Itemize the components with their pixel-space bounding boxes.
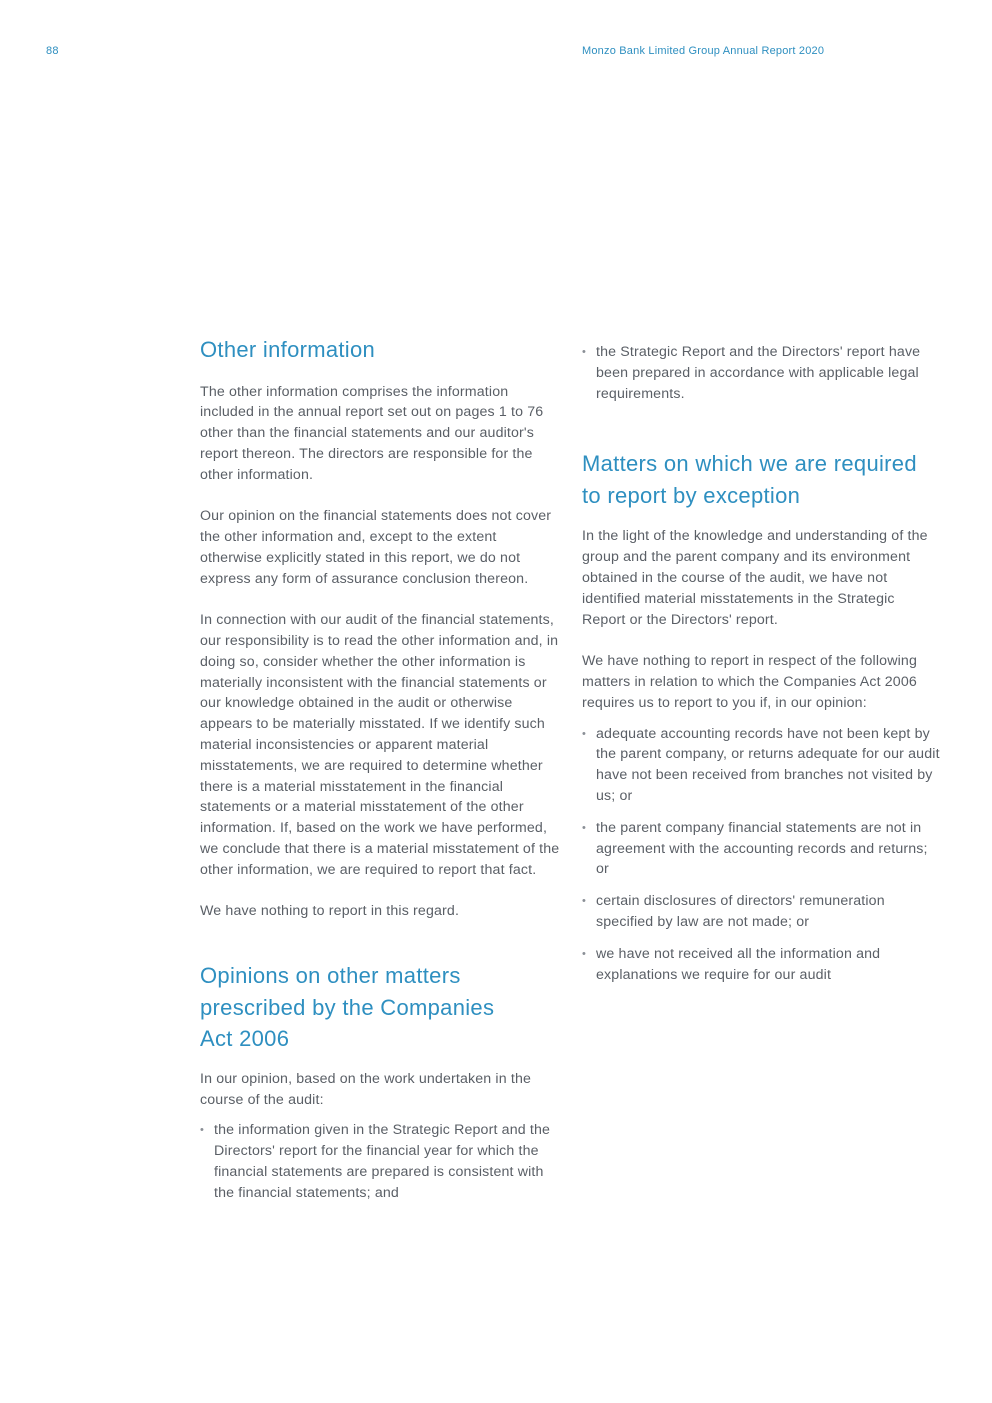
opinions-heading: Opinions on other matters prescribed by the Companies Act 2006 [200, 963, 495, 1052]
list-item-text: the parent company financial statements are not in agreement with the accounting records and returns; or [596, 819, 928, 878]
list-item-text: we have not received all the information and explanations we require for our audit [596, 945, 881, 983]
report-by-exception-paragraph: We have nothing to report in respect of the following matters in relation to which the Companies Act 2006 requires us to report to you if, in our opinion: [582, 653, 917, 711]
list-item [200, 1120, 562, 1203]
bullet-icon: • [582, 346, 587, 358]
other-information-paragraph: Our opinion on the financial statements does not cover the other information and, except to the extent otherwise explicitly stated in this report, we do not express any form of assurance conclusion thereon. [200, 508, 552, 587]
list-item-text: adequate accounting records have not been kept by the parent company, or returns adequate for our audit have not been received from branches not visited by us; or [596, 725, 940, 804]
list-item [582, 944, 940, 986]
left-column [200, 334, 562, 1204]
opinions-bullet-list [200, 1120, 562, 1203]
right-column [582, 342, 940, 985]
other-information-paragraph: We have nothing to report in this regard. [200, 903, 460, 920]
bullet-icon: • [200, 1124, 205, 1137]
opinions-section [200, 960, 562, 1203]
bullet-icon: • [582, 895, 587, 908]
list-item-text: the information given in the Strategic Report and the Directors' report for the financial year for which the financial statements are prepared is consistent with the financial statements; and [214, 1122, 551, 1201]
list-item-text: the Strategic Report and the Directors' report have been prepared in accordance with applicable legal requirements. [596, 344, 921, 402]
other-information-paragraph: The other information comprises the information included in the annual report set out on pages 1 to 76 other than the financial statements and our auditor's report thereon. The directors are responsible for the other information. [200, 383, 544, 483]
other-information-paragraph: In connection with our audit of the financial statements, our responsibility is to read the other information and, in doing so, consider whether the other information is materially inconsistent with the financial statements or our knowledge obtained in the audit or otherwise appears to be materially misstated. If we identify such material inconsistencies or apparent material misstatements, we are required to determine whether there is a material misstatement in the financial statements or a material misstatement of the other information. If, based on the work we have performed, we conclude that there is a material misstatement of the other information, we are required to report that fact. [200, 612, 560, 878]
list-item [582, 818, 940, 880]
bullet-icon: • [582, 727, 587, 740]
opinions-intro: In our opinion, based on the work undertaken in the course of the audit: [200, 1070, 532, 1108]
other-information-heading: Other information [200, 337, 376, 362]
bullet-icon: • [582, 821, 587, 834]
other-information-section [200, 334, 562, 922]
exception-bullet-list [582, 724, 940, 986]
page-number: 88 [46, 45, 59, 57]
list-item-text: certain disclosures of directors' remuneration specified by law are not made; or [596, 893, 885, 930]
list-item [582, 342, 940, 404]
report-title: Monzo Bank Limited Group Annual Report 2020 [582, 45, 825, 57]
report-by-exception-paragraph: In the light of the knowledge and understanding of the group and the parent company and its environment obtained in the course of the audit, we have not identified material misstatements in the Strategic Report or the Directors' report. [582, 528, 928, 628]
list-item [582, 724, 940, 807]
bullet-icon: • [582, 947, 587, 960]
report-by-exception-heading: Matters on which we are required to report by exception [582, 451, 917, 508]
report-by-exception-section [582, 448, 940, 985]
list-item [582, 891, 940, 933]
continued-bullet-list [582, 342, 940, 404]
